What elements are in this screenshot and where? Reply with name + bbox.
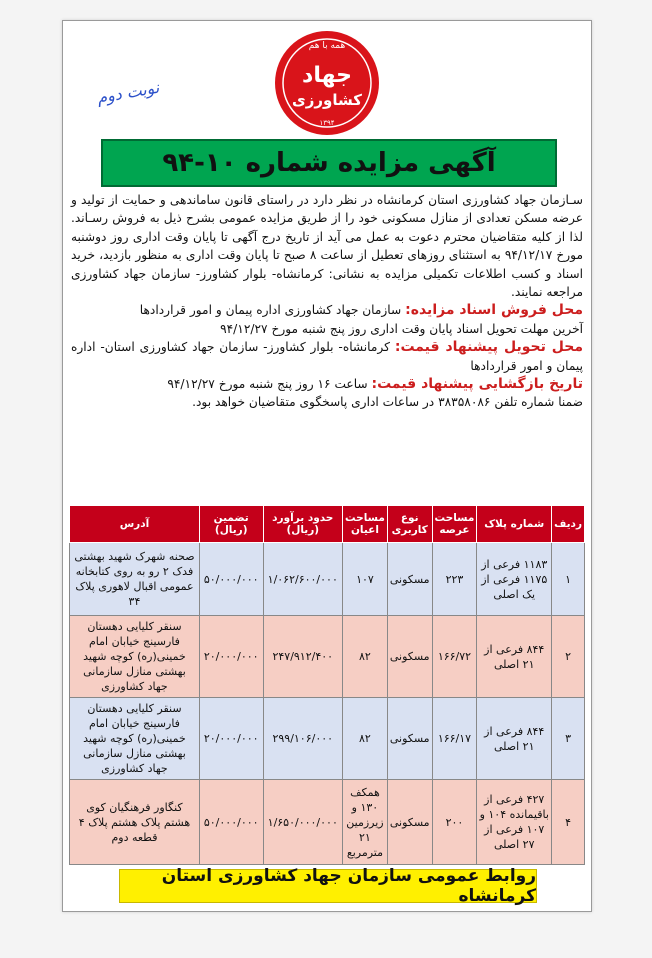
col-header: حدود برآورد (ریال) — [263, 506, 343, 543]
table-cell: مسکونی — [387, 543, 432, 616]
sale-location — [71, 301, 583, 319]
table-cell: ۴ — [552, 780, 585, 865]
col-header: ردیف — [552, 506, 585, 543]
table-cell: ۸۴۴ فرعی از ۲۱ اصلی — [477, 698, 552, 780]
delivery-text: کرمانشاه- بلوار کشاورز- سازمان جهاد کشاورزی استان- اداره پیمان و امور قراردادها — [71, 340, 583, 373]
table-cell: ۱ — [552, 543, 585, 616]
sale-heading: محل فروش اسناد مزایده: — [405, 302, 583, 319]
intro-paragraph: سـازمان جهاد کشاورزی استان کرمانشاه در نظر دارد در راستای قانون ساماندهی و حمایت از تولید و عرضه مسکن تعدادی از منازل مسکونی خود را از طریق مزایده عمومی بشرح ذیل به فروش رسـاند. لذا از کلیه متقاضیان محترم دعوت به عمل می آید از تاریخ درج آگهی تا پایان وقت اداری روز دوشنبه مورخ ۹۴/۱۲/۱۷ به استثنای روزهای تعطیل از ساعت ۸ صبح تا پایان وقت اداری به منظور بازدید، خرید اسناد و کسب اطلاعات تکمیلی مزایده به نشانی: کرمانشاه- بلوار کشاورز- سازمان جهاد کشاورزی مراجعه نمایند. — [71, 193, 583, 300]
table-cell: ۲۰/۰۰۰/۰۰۰ — [199, 616, 263, 698]
table-cell: ۲۹۹/۱۰۶/۰۰۰ — [263, 698, 343, 780]
table-row — [70, 616, 585, 698]
table-cell: ۱/۰۶۲/۶۰۰/۰۰۰ — [263, 543, 343, 616]
properties-table — [69, 505, 585, 865]
table-cell: ۵۰/۰۰۰/۰۰۰ — [199, 780, 263, 865]
phone-line: ضمنا شماره تلفن ۳۸۳۵۸۰۸۶ در ساعات اداری پاسخگوی متقاضیان خواهد بود. — [192, 395, 583, 410]
notice-title: آگهی مزایده شماره ۱۰-۹۴ — [162, 148, 496, 178]
table-cell: ۲۰۰ — [432, 780, 477, 865]
table-row — [70, 543, 585, 616]
table-cell: ۸۲ — [343, 616, 388, 698]
opening-heading: تاریخ بازگشایی پیشنهاد قیمت: — [371, 376, 583, 393]
delivery-location — [71, 338, 583, 375]
jahad-keshavarzi-logo — [271, 27, 383, 139]
svg-text:همه با هم: همه با هم — [308, 41, 346, 51]
table-cell: همکف ۱۳۰ و زیرزمین ۲۱ مترمربع — [343, 780, 388, 865]
footer-text: روابط عمومی سازمان جهاد کشاورزی استان کرمانشاه — [161, 866, 536, 906]
table-cell: کنگاور فرهنگیان کوی هشتم پلاک هشتم پلاک ۴ قطعه دوم — [70, 780, 200, 865]
table-cell: مسکونی — [387, 698, 432, 780]
footer-banner — [119, 866, 537, 906]
table-cell: ۵۰/۰۰۰/۰۰۰ — [199, 543, 263, 616]
col-header: نوع کاربری — [387, 506, 432, 543]
col-header: مساحت اعیان — [343, 506, 388, 543]
table-cell: صحنه شهرک شهید بهشتی فدک ۲ رو به روی کتابخانه عمومی اقبال لاهوری پلاک ۳۴ — [70, 543, 200, 616]
table-cell: مسکونی — [387, 780, 432, 865]
table-cell: ۱۶۶/۷۲ — [432, 616, 477, 698]
title-banner — [101, 139, 557, 187]
nobat-label: نوبت دوم — [95, 77, 161, 108]
table-cell: سنقر کلیایی دهستان فارسینج خیابان امام خمینی(ره) کوچه شهید بهشتی منازل سازمانی جهاد کشاورزی — [70, 698, 200, 780]
table-cell: ۲۲۳ — [432, 543, 477, 616]
deadline-line: آخرین مهلت تحویل اسناد پایان وقت اداری روز پنج شنبه مورخ ۹۴/۱۲/۲۷ — [220, 321, 583, 336]
opening-date — [71, 375, 583, 393]
table-cell: ۴۲۷ فرعی از باقیمانده ۱۰۴ و ۱۰۷ فرعی از ۲۷ اصلی — [477, 780, 552, 865]
opening-text: ساعت ۱۶ روز پنج شنبه مورخ ۹۴/۱۲/۲۷ — [167, 377, 368, 392]
table-cell: ۳ — [552, 698, 585, 780]
col-header: تضمین (ریال) — [199, 506, 263, 543]
notice-body — [71, 191, 583, 412]
notice-page — [62, 20, 592, 912]
delivery-heading: محل تحویل پیشنهاد قیمت: — [394, 339, 583, 356]
table-cell: ۱/۶۵۰/۰۰۰/۰۰۰ — [263, 780, 343, 865]
table-header-row — [70, 506, 585, 543]
col-header: آدرس — [70, 506, 200, 543]
table-cell: سنقر کلیایی دهستان فارسینج خیابان امام خمینی(ره) کوچه شهید بهشتی منازل سازمانی جهاد کشاورزی — [70, 616, 200, 698]
table-cell: ۲ — [552, 616, 585, 698]
table-cell: ۲۴۷/۹۱۲/۴۰۰ — [263, 616, 343, 698]
table-cell: مسکونی — [387, 616, 432, 698]
table-cell: ۱۰۷ — [343, 543, 388, 616]
svg-text:جهاد: جهاد — [302, 63, 352, 88]
svg-text:۱۳۹۴: ۱۳۹۴ — [319, 119, 335, 127]
col-header: مساحت عرصه — [432, 506, 477, 543]
table-row — [70, 780, 585, 865]
table-cell: ۱۶۶/۱۷ — [432, 698, 477, 780]
col-header: شماره پلاک — [477, 506, 552, 543]
sale-text: سازمان جهاد کشاورزی اداره پیمان و امور قراردادها — [139, 303, 402, 318]
table-cell: ۲۰/۰۰۰/۰۰۰ — [199, 698, 263, 780]
svg-text:کشاورزی: کشاورزی — [292, 91, 362, 109]
table-cell: ۸۴۴ فرعی از ۲۱ اصلی — [477, 616, 552, 698]
table-cell: ۱۱۸۳ فرعی از ۱۱۷۵ فرعی از یک اصلی — [477, 543, 552, 616]
table-row — [70, 698, 585, 780]
table-cell: ۸۲ — [343, 698, 388, 780]
